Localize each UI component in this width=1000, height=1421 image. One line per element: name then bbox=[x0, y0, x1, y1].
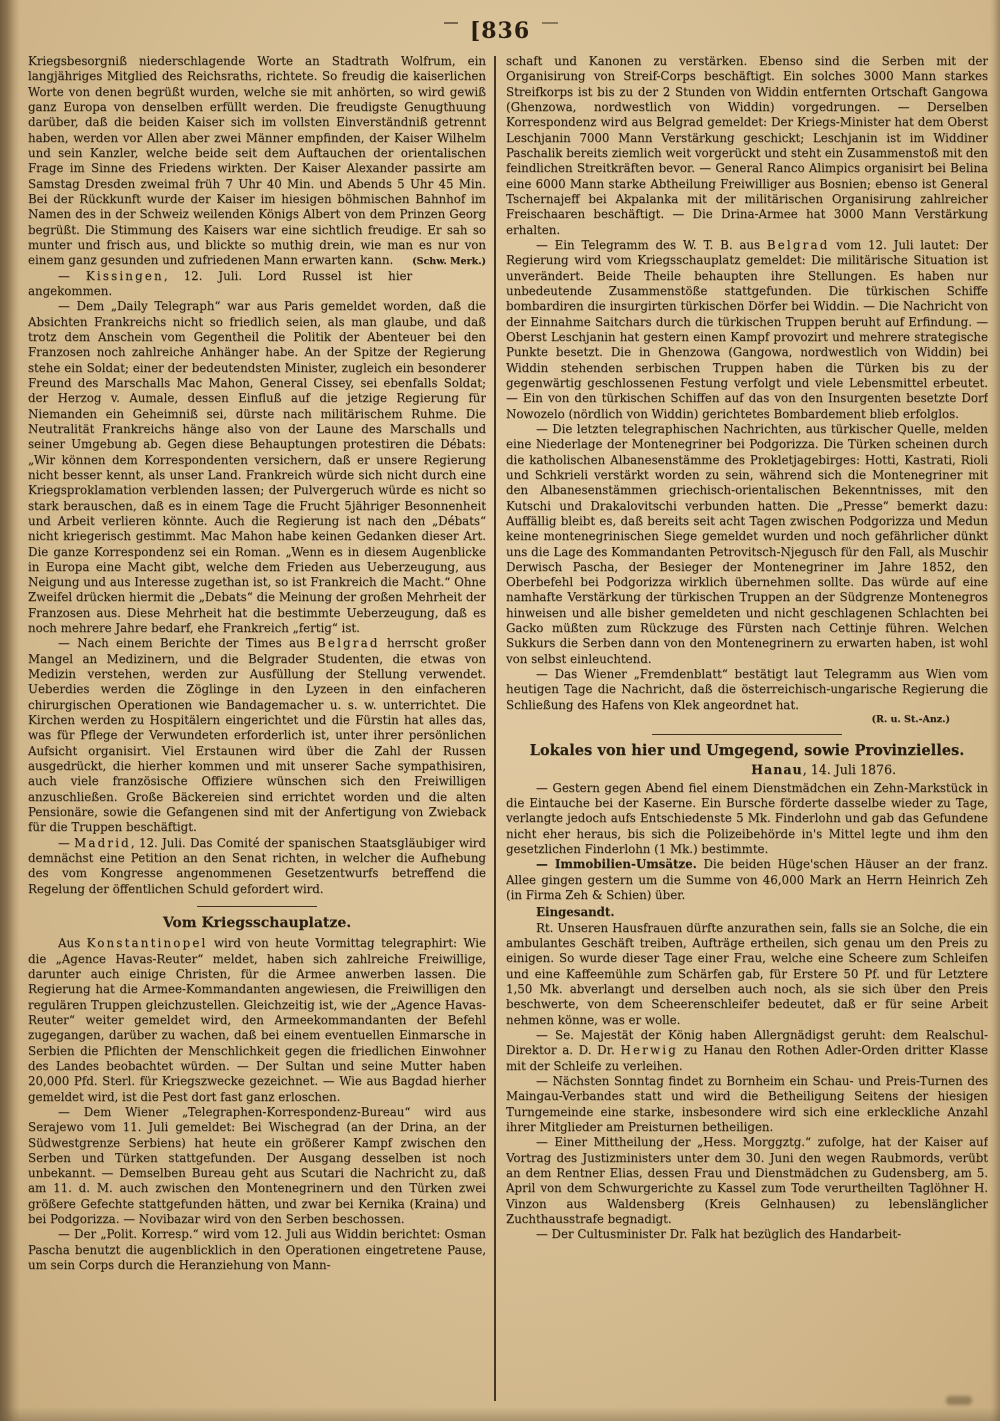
article-paragraph: Aus Konstantinopel wird von heute Vormittag telegraphirt: Wie die „Agence Havas-Reuter“ meldet, haben sich zahlreiche Freiwillige, darunter auch einige Christen, für die Armee anwerben lassen. Die Regierung hat die Armee-Kommandanten angewiesen, die Freiwilligen den regulären Truppen gleichzustellen. Gleichzeitig ist, wie der „Agence Havas-Reuter“ weiter gemeldet wird, den Armeekommandanten der Befehl zugegangen, darüber zu wachen, daß bei einem eventuellen Einmarsche in Serbien die Pflichten der Menschlichkeit gegen die friedlichen Einwohner des Landes beobachtet würden. — Der Sultan und seine Mutter haben 20,000 Pfd. Sterl. für Kriegszwecke gezeichnet. — Wie aus Bagdad hierher gemeldet wird, ist die Pest dort fast ganz erloschen. bbox=[28, 936, 486, 1104]
dateline-city: Kissingen bbox=[85, 268, 164, 283]
article-paragraph: — Nach einem Berichte der Times aus Belgrad herrscht großer Mangel an Medizinern, und die Belgrader Studenten, die etwas von Medizin verstehen, werden zur Ausfüllung der Stellung verwendet. Ueberdies werden die Zöglinge in den Lyzeen in den einfacheren chirurgischen Operationen wie Bandagemacher u. s. w. unterrichtet. Die Kirchen werden zu Hospitälern eingerichtet und die Fürstin hat alles das, was für Pflege der Verwundeten erforderlich ist, unter ihrer persönlichen Aufsicht organisirt. Viel Erstaunen wird über die Zahl der Russen ausgedrückt, die hierher kommen und mit unserer Sache sympathisiren, auch viele französische Offiziere wünschen sich den Freiwilligen anzuschließen. Große Bäckereien sind errichtet worden und die alten Pensionäre, sowie die Gefangenen sind mit der Anfertigung von Zwieback für die Truppen beschäftigt. bbox=[28, 636, 486, 835]
article-columns bbox=[28, 54, 988, 1401]
article-paragraph: — Einer Mittheilung der „Hess. Morggztg.“ zufolge, hat der Kaiser auf Vortrag des Justizministers unter dem 30. Juni den wegen Raubmords, verübt an dem Rentner Elias, dessen Frau und Dienstmädchen zu Gudensberg, am 5. April von dem Schwurgerichte zu Kassel zum Tode verurtheilten Taglöhner H. Vinzon aus Waldensberg (Kreis Gelnhausen) zu lebenslänglicher Zuchthausstrafe begnadigt. bbox=[506, 1135, 988, 1226]
left-column bbox=[28, 54, 486, 1401]
page-edge-shadow-right bbox=[990, 0, 1000, 1421]
page-header bbox=[0, 18, 1000, 44]
article-paragraph: — Der Cultusminister Dr. Falk hat bezüglich des Handarbeit- bbox=[536, 1227, 902, 1242]
section-heading-kriegsschauplatz: Vom Kriegsschauplatze. bbox=[162, 915, 352, 932]
article-paragraph: — Madrid, 12. Juli. Das Comité der spanischen Staatsgläubiger wird demnächst eine Petition an den Senat richten, in welcher die Aufhebung des vom Kongresse angenommenen Gesetzentwurfs betreffend die Regelung der öffentlichen Schuld gefordert wird. bbox=[28, 835, 486, 896]
page-number: [836 bbox=[469, 18, 531, 44]
right-column bbox=[506, 54, 988, 1401]
article-paragraph: Kriegsbesorgniß niederschlagende Worte an Stadtrath Wolfrum, ein langjähriges Mitglied des Reichsraths, richtete. So freudig die kaiserlichen Worte von denen begrüßt wurden, welche sie mit anhörten, so wird gewiß ganz Europa von denselben erfüllt werden. Die freudigste Genugthuung darüber, daß die beiden Kaiser sich im vollsten Einverständniß getrennt haben, werden vor Allen aber zwei Männer empfinden, der Kaiser Wilhelm und sein Kanzler, welche beide seit dem Auftauchen der orientalischen Frage im Sinne des Friedens wirkten. Der Kaiser Alexander passirte am Samstag Dresden zweimal früh 7 Uhr 40 Min. und Abends 5 Uhr 45 Min. Bei der Rückkunft wurde der Kaiser im hiesigen böhmischen Bahnhof im Namen des in der Schweiz weilenden Königs Albert von dem Prinzen Georg begrüßt. Die Stimmung des Kaisers war eine sichtlich freudige. Er sah so munter und frisch aus, und blickte so muthig drein, wie man es nur von einem ganz gesunden und zufriedenen Mann erwarten kann. (Schw. Merk.) bbox=[28, 54, 486, 268]
column-divider-line bbox=[494, 56, 496, 1401]
article-paragraph: — Se. Majestät der König haben Allergnädigst geruht: dem Realschul-Direktor a. D. Dr. Herwig zu Hanau den Rothen Adler-Orden dritter Klasse mit der Schleife zu verleihen. bbox=[506, 1028, 988, 1073]
source-attribution: (Schw. Merk.) bbox=[412, 256, 486, 268]
article-paragraph: — Immobilien-Umsätze. Die beiden Hüge'schen Häuser an der franz. Allee gingen gestern um die Summe von 46,000 Mark an Herrn Heinrich Zeh (in Firma Zeh & Schien) über. bbox=[506, 857, 988, 903]
dateline-city: Belgrad bbox=[317, 636, 380, 651]
dateline-city: Konstantinopel bbox=[86, 936, 208, 951]
dateline-city: Hanau bbox=[751, 762, 803, 778]
article-paragraph: — Das Wiener „Fremdenblatt“ bestätigt laut Telegramm aus Wien vom heutigen Tage die Nachricht, daß die österreichisch-ungarische Regierung die Schließung des Hafens von Klek angeordnet hat. bbox=[506, 667, 988, 712]
section-separator-rule bbox=[197, 906, 317, 907]
dateline-city: Belgrad bbox=[766, 237, 830, 252]
article-paragraph: — Die letzten telegraphischen Nachrichten, aus türkischer Quelle, melden eine Niederlage der Montenegriner bei Podgorizza. Die Türken scheinen durch die katholischen Albanesenstämme des Prokletjagebirges: Hotti, Kastrati, Rioli und Schkrieli verstärkt worden zu sein, während sich die Montenegriner mit den Albanesenstämmen griechisch-orientalischen Bekenntnisses, mit den Kutschi und Drakalovitschi verbunden hatten. Die „Presse“ bemerkt dazu: Auffällig bleibt es, daß bereits seit acht Tagen zwischen Podgorizza und Medun keine montenegrinischen Siege gemeldet wurden und noch gefährlicher dünkt uns die Lage des Kommandanten Petrovitsch-Njegusch für den Fall, als Muschir Derwisch Pascha, der Besieger der Montenegriner im Jahre 1852, den Oberbefehl bei Podgorizza wirklich übernehmen sollte. Das würde auf eine namhafte Verstärkung der türkischen Truppen an der Südgrenze Montenegros hinweisen und alle bisher gemeldeten und nicht geschlagenen Schlachten bei Gacko müßten zum Rückzuge des Fürsten nach Cettinje führen. Welchen Sukkurs die Serben dann von den Montenegrinern zu erwarten haben, ist wohl von selbst einleuchtend. bbox=[506, 421, 988, 666]
article-paragraph: Rt. Unseren Hausfrauen dürfte anzurathen sein, falls sie an Solche, die ein ambulantes Geschäft treiben, Aufträge ertheilen, sich genau um den Preis zu einigen. So wurde dieser Tage einer Frau, welche eine Scheere zum Schleifen und eine Kaffeemühle zum Schärfen gab, für Erstere 50 Pf. und für Letztere 1,50 Mk. abverlangt und derselben auch noch, als sie sich über den Preis beschwerte, von dem Scheerenschleifer bedeutet, daß er für seine Arbeit nehmen könne, was er wolle. bbox=[506, 920, 988, 1027]
paragraph-bold-lead: — Immobilien-Umsätze. bbox=[536, 857, 697, 872]
article-paragraph: — Ein Telegramm des W. T. B. aus Belgrad vom 12. Juli lautet: Der Regierung wird vom Kriegsschauplatz gemeldet: Die militärische Situation ist unverändert. Beide Theile behaupten ihre Stellungen. Es haben nur unbedeutende Zusammenstöße stattgefunden. Die türkischen Schiffe bombardiren die insurgirten türkischen Dörfer bei Widdin. — Die Nachricht von der Einnahme Saitchars durch die türkischen Truppen beruht auf Erfindung. — Oberst Leschjanin hat gestern einen Kampf provozirt und mehrere strategische Punkte besetzt. Die in Ghenzowa (Gangowa, nordwestlich von Widdin) bei Widdin stehenden serbischen Truppen haben die Türken bis zu der gegenwärtig geschlossenen Festung verfolgt und viele Lebensmittel erbeutet. — Ein von den türkischen Schiffen auf das von den Insurgenten besetzte Dorf Nowozelo (nördlich von Widdin) gerichtetes Bombardement blieb erfolglos. bbox=[506, 237, 988, 421]
person-name-spaced: Herwig bbox=[620, 1043, 678, 1058]
article-paragraph: — Gestern gegen Abend fiel einem Dienstmädchen ein Zehn-Markstück in die Eintauche bei der Kaserne. Ein Bursche förderte dasselbe wieder zu Tage, verlangte jedoch aufs Entschiedenste 5 Mk. Finderlohn und gab das Gefundene nicht eher heraus, bis sich die Polizeibehörde in's Mittel legte und ihm den gesetzlichen Finderlohn (1 Mk.) bestimmte. bbox=[506, 780, 988, 857]
section-separator-rule bbox=[652, 734, 842, 735]
article-paragraph: — Kissingen, 12. Juli. Lord Russel ist hier angekommen. bbox=[28, 268, 413, 298]
subheading-eingesandt: Eingesandt. bbox=[536, 905, 615, 920]
article-paragraph: schaft und Kanonen zu verstärken. Ebenso sind die Serben mit der Organisirung von Streif-Corps beschäftigt. Ein solches 3000 Mann starkes Streifkorps ist bis zu der 2 Stunden von Widdin entfernten Ortschaft Gangowa (Ghenzowa, nordwestlich von Widdin) vorgedrungen. — Derselben Korrespondenz wird aus Belgrad gemeldet: Der Kriegs-Minister hat dem Oberst Leschjanin 7000 Mann Verstärkung geschickt; Leschjanin ist im Widdiner Paschalik bereits ziemlich weit vorgerückt und steht ein Zusammenstoß mit den feindlichen Streitkräften bevor. — General Ranco Alimpics organisirt bei Belina eine 6000 Mann starke Abtheilung Freiwilliger aus Bosnien; ebenso ist General Tschernajeff bei Akpalanka mit der militärischen Organisirung zahlreicher Freischaaren beschäftigt. — Die Drina-Armee hat 3000 Mann Verstärkung erhalten. bbox=[506, 54, 988, 237]
page-edge-shadow bbox=[0, 0, 20, 1421]
ink-smudge bbox=[946, 1396, 972, 1405]
article-paragraph: — Dem „Daily Telegraph“ war aus Paris gemeldet worden, daß die Absichten Frankreichs nicht so friedlich seien, als man glaube, und daß trotz dem Anschein vom Gegentheil die Politik der Abenteuer bei den Franzosen noch zahlreiche Anhänger habe. An der Spitze der Regierung stehe ein Soldat; einer der bedeutendsten Minister, zugleich ein besonderer Freund des Marschalls Mac Mahon, General Cissey, sei ebenfalls Soldat; der Herzog v. Aumale, dessen Einfluß auf die jetzige Regierung für Niemanden ein Geheimniß sei, dürste nach militärischem Ruhme. Die Neutralität Frankreichs hänge also von der Laune des Marschalls und seiner Umgebung ab. Gegen diese Behauptungen protestiren die Débats: „Wir können dem Korrespondenten versichern, daß er unsere Regierung nicht besser kennt, als unser Land. Frankreich würde sich nicht durch eine Kriegsproklamation verblenden lassen; der Pulvergeruch würde es nicht so stark berauschen, daß es in einem Tage die Frucht 5jähriger Besonnenheit und Arbeit verlieren könnte. Auch die Regierung ist nach den „Débats“ nicht kriegerisch gestimmt. Mac Mahon habe keinen Gedanken dieser Art. Die ganze Korrespondenz sei ein Roman. „Wenn es in diesem Augenblicke in Europa eine Macht gibt, welche dem Frieden aus Ueberzeugung, aus Neigung und aus Interesse zugethan ist, so ist Frankreich die Macht.“ Ohne Zweifel drücken hiermit die „Debats“ die Meinung der großen Mehrheit der Franzosen aus. Diese Mehrheit hat die bestimmte Ueberzeugung, daß es noch mehrere Jahre bedarf, ehe Frankreich „fertig“ ist. bbox=[28, 299, 486, 636]
section-heading-lokales: Lokales von hier und Umgegend, sowie Provinzielles. bbox=[529, 742, 965, 760]
source-attribution: (R. u. St.-Anz.) bbox=[871, 714, 950, 726]
dateline: Hanau, 14. Juli 1876. bbox=[751, 762, 896, 778]
dateline-city: Madrid bbox=[74, 835, 131, 850]
article-paragraph: — Dem Wiener „Telegraphen-Korrespondenz-Bureau“ wird aus Serajewo vom 11. Juli gemeldet: Bei Wischegrad (an der Drina, an der Südwestgrenze Serbiens) hat heute ein größerer Kampf zwischen den Serben und Türken stattgefunden. Der Ausgang desselben ist noch unbekannt. — Demselben Bureau geht aus Scutari die Nachricht zu, daß am 11. d. M. auch zwischen den Montenegrinern und den Türken zwei größere Gefechte stattgefunden hätten, und zwar bei Kernika (Kraina) und bei Podgorizza. — Novibazar wird von den Serben beschossen. bbox=[28, 1104, 486, 1227]
page-edge-shadow-bottom bbox=[0, 1407, 1000, 1421]
article-paragraph: — Nächsten Sonntag findet zu Bornheim ein Schau- und Preis-Turnen des Maingau-Verbandes statt und wird die Betheiligung Seitens der hiesigen Turngemeinde eine starke, insbesondere wird sich eine erkleckliche Anzahl ihrer Mitglieder am Preisturnen betheiligen. bbox=[506, 1074, 988, 1134]
article-paragraph: — Der „Polit. Korresp.“ wird vom 12. Juli aus Widdin berichtet: Osman Pascha benutzt die augenblicklich in den Operationen eingetretene Pause, um sein Corps durch die Heranziehung von Mann- bbox=[28, 1227, 486, 1273]
